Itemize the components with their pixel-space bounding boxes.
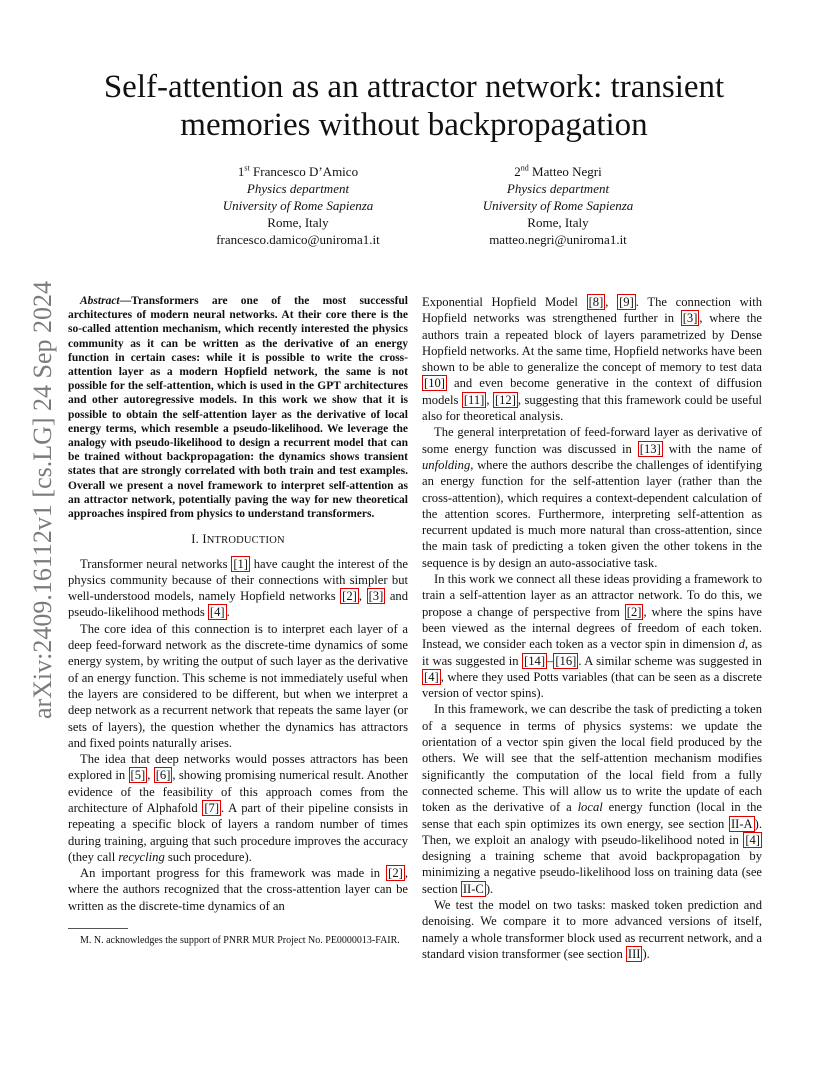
citation-link[interactable]: [13] (639, 441, 661, 456)
author-name: 1st Francesco D’Amico (237, 163, 359, 179)
citation-link[interactable]: [7] (204, 801, 220, 815)
citation-link[interactable]: [1] (233, 556, 248, 571)
paragraph: We test the model on two tasks: masked token prediction and denoising. We compare it to more advanced versions of itself, namely a whole transformer block used as recurrent network, and a standard vision transformer (see section III ). (422, 897, 762, 961)
author-department: Physics department (506, 181, 610, 196)
citation-link[interactable]: [3] (368, 589, 384, 604)
abstract-label: Abstract (80, 295, 120, 307)
citation-link[interactable]: [12] (494, 392, 516, 407)
paragraph: In this work we connect all these ideas providing a framework to train a self-attention layer as an attractor network. To do this, we propose a change of perspective from [2] , where the spins have been viewed as the internal degrees of freedom of each token. Instead, we consider each token as a vector spin in dimension d, as it was suggested in [14] – [16] . A similar scheme was suggested in [4] , where they used Potts variables (that can be seen as a discrete version of vector spins). (422, 572, 762, 701)
citation-link[interactable]: [4] (209, 605, 225, 620)
author-name: 2nd Matteo Negri (514, 163, 602, 179)
citation-link[interactable]: [2] (342, 589, 357, 604)
paragraph: The general interpretation of feed-forward layer as derivative of some energy function was discussed in [13] with the name of unfolding, where the authors describe the challenges of identifying an energy function for the self-attention layer (rather than the cross-attention), which requires a context-dependent calculation of the attention scores. Furthermore, interpreting self-attention as recurrent updated is much more natural than cross-attention, since the main task of predicting a token given the other tokens in the sequence is by design an auto-associative task. (422, 425, 762, 570)
citation-link[interactable]: [8] (588, 295, 604, 309)
section-link[interactable]: III (627, 946, 641, 961)
author-city: Rome, Italy (267, 215, 329, 230)
author-email[interactable]: francesco.damico@uniroma1.it (216, 232, 380, 247)
paragraph: Exponential Hopfield Model [8] , [9] . The connection with Hopfield networks was strengthened further in [3] , where the authors train a repeated block of layers parametrized by Dense Hopfield networks. At the same time, Hopfield networks have been shown to be able to generalize the concept of memory to test data [10] and even become generative in the context of diffusion models [11] , [12] , suggesting that this framework could be useful also for theoretical analysis. (422, 295, 763, 424)
citation-link[interactable]: [6] (155, 768, 171, 783)
section-link[interactable]: II-C (462, 881, 484, 896)
left-column (68, 294, 408, 947)
author-email[interactable]: matteo.negri@uniroma1.it (489, 232, 627, 247)
abstract-text: —Transformers are one of the most successful architectures of modern neural networks. At their core there is the so-called attention mechanism, which recently interested the physics community as it can be written as the derivative of an energy function in certain cases: while it is possible to write the cross-attention layer as a modern Hopfield network, the same is not possible for the self-attention, which is used in the GPT architectures and other autoregressive models. In this work we show that it is possible to obtain the self-attention layer as the derivative of local energy terms, which resemble a pseudo-likelihood. We leverage the analogy with pseudo-likelihood to design a recurrent model that can be trained without backpropagation: the dynamics shows transient states that are strongly correlated with both train and test examples. Overall we present a novel framework to interpret self-attention as an attractor network, potentially paving the way for new theoretical approaches inspired from physics to understand transformers. (68, 295, 408, 521)
paper-title: Self-attention as an attractor network: transient memories without backpropagation (103, 69, 725, 143)
author-block-2 (428, 163, 688, 248)
author-department: Physics department (246, 181, 350, 196)
paragraph: Transformer neural networks [1] have caught the interest of the physics community because of their connections with simpler but well-understood models, namely Hopfield networks [2] , [3] and pseudo-likelihood methods [4] . (68, 556, 409, 620)
right-column (422, 294, 762, 962)
citation-link[interactable]: [9] (619, 295, 634, 309)
footnote-rule (68, 928, 128, 929)
arxiv-stamp[interactable]: arXiv:2409.16112v1 [cs.LG] 24 Sep 2024 (28, 280, 57, 720)
citation-link[interactable]: [3] (682, 311, 698, 326)
author-university: University of Rome Sapienza (222, 198, 374, 213)
abstract (68, 294, 408, 521)
section-link[interactable]: II-A (730, 816, 753, 831)
citation-link[interactable]: [14] (524, 653, 546, 668)
author-university: University of Rome Sapienza (482, 198, 634, 213)
author-city: Rome, Italy (527, 215, 589, 230)
citation-link[interactable]: [4] (424, 669, 439, 684)
section-heading-introduction: I. INTRODUCTION (191, 532, 285, 547)
paragraph: In this framework, we can describe the task of predicting a token of a sequence in terms of physics systems: we update the orientation of a vector spin given the local field produced by the others. We will see that the self-attention mechanism modifies significantly the computation of the local field from a fully connected scheme. This will allow us to write the update of each token as the derivative of a local energy function (local in the sense that each spin optimizes its own energy, see section II-A ). Then, we exploit an analogy with pseudo-likelihood noted in [4] designing a training scheme that avoid backpropagation by minimizing a negative pseudo-likelihood loss on training data (see section II-C ). (422, 702, 762, 896)
author-block-1 (168, 163, 428, 248)
paragraph: The idea that deep networks would posses attractors has been explored in [5] , [6] , showing promising numerical result. Another evidence of the feasibility of this approach comes from the architecture of Alphafold [7] . A part of their pipeline consists in repeating a specific block of layers a random number of times during training, arguing that such procedure improves the accuracy (they call recycling such procedure). (68, 752, 409, 864)
citation-link[interactable]: [11] (463, 392, 485, 407)
paragraph: The core idea of this connection is to interpret each layer of a deep feed-forward network as the discrete-time dynamics of some energy system, by writing the output of such layer as the derivative of an energy function. This scheme is not immediately useful when the layers are considered to be different, but when we interpret a deep network as a recurrent network that repeats the same layer (or sets of layers), the question whether the dynamics has attractors and fixed points naturally arises. (68, 621, 408, 750)
citation-link[interactable]: [10] (424, 376, 445, 391)
paragraph: An important progress for this framework was made in [2] , where the authors recognized that the cross-attention layer can be written as the discrete-time dynamics of an (68, 866, 408, 913)
citation-link[interactable]: [2] (388, 866, 403, 881)
footnote: M. N. acknowledges the support of PNRR MUR Project No. PE0000013-FAIR. (80, 935, 400, 947)
citation-link[interactable]: [16] (555, 653, 577, 668)
citation-link[interactable]: [4] (745, 832, 760, 847)
citation-link[interactable]: [5] (130, 768, 146, 783)
citation-link[interactable]: [2] (626, 604, 642, 619)
